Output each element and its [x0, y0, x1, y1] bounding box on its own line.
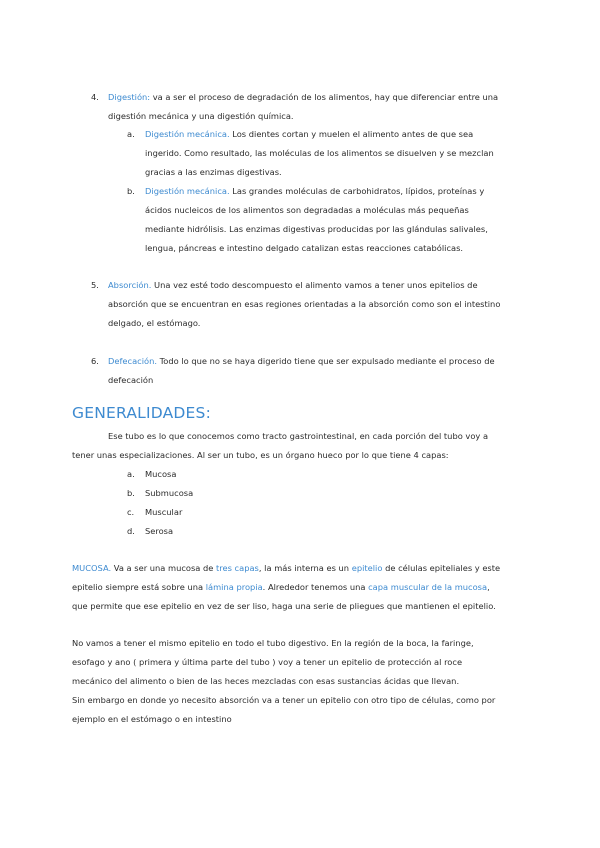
term-defecacion: Defecación. [108, 356, 158, 366]
term-digestion-mecanica: Digestión mecánica. [145, 129, 230, 139]
list-number: 4. [91, 92, 99, 102]
term-absorcion: Absorción. [108, 280, 152, 290]
sublist-letter: b. [127, 488, 135, 498]
sublist-letter: d. [127, 526, 135, 536]
paragraph-line: No vamos a tener el mismo epitelio en todo el tubo digestivo. En la región de la boca, la faringe, [72, 638, 474, 648]
paragraph-line: Sin embargo en donde yo necesito absorción va a tener un epitelio con otro tipo de células, como por [72, 695, 496, 705]
text-line: lengua, páncreas e intestino delgado catalizan estas reacciones catabólicas. [145, 243, 464, 253]
term-lamina-propia: lámina propia [205, 582, 263, 592]
mucosa-line: que permite que ese epitelio en vez de ser liso, haga una serie de pliegues que mantienen el epitelio. [72, 601, 496, 611]
mucosa-line: epitelio siempre está sobre una lámina propia. Alrededor tenemos una capa muscular de la mucosa, [72, 582, 490, 592]
sublist-item-quimica: Digestión mecánica. Las grandes moléculas de carbohidratos, lípidos, proteínas y [145, 186, 485, 196]
list-item-digestion: Digestión: va a ser el proceso de degradación de los alimentos, hay que diferenciar entre una [108, 92, 499, 102]
list-number: 5. [91, 280, 99, 290]
sublist-item-mecanica: Digestión mecánica. Los dientes cortan y muelen el alimento antes de que sea [145, 129, 474, 139]
text-line: absorción que se encuentran en esas regiones orientadas a la absorción como son el intestino [108, 299, 501, 309]
paragraph-line: mecánico del alimento o bien de las heces mezcladas con esas sustancias ácidas que llevan. [72, 676, 460, 686]
section-heading: GENERALIDADES: [72, 404, 212, 422]
term-tres-capas: tres capas [216, 563, 259, 573]
sublist-letter: a. [127, 469, 135, 479]
paragraph-line: esofago y ano ( primera y última parte del tubo ) voy a tener un epitelio de protección al roce [72, 657, 463, 667]
paragraph-line: tener unas especializaciones. Al ser un tubo, es un órgano hueco por lo que tiene 4 capas: [72, 450, 449, 460]
text-line: ingerido. Como resultado, las moléculas de los alimentos se disuelven y se mezclan [145, 148, 494, 158]
sublist-letter: a. [127, 129, 135, 139]
term-digestion: Digestión: [108, 92, 151, 102]
capa-item: Submucosa [145, 488, 194, 498]
list-item-absorcion: Absorción. Una vez esté todo descompuesto el alimento vamos a tener unos epitelios de [108, 280, 478, 290]
list-item-defecacion: Defecación. Todo lo que no se haya digerido tiene que ser expulsado mediante el proceso de [108, 356, 495, 366]
text-line: ácidos nucleicos de los alimentos son degradadas a moléculas más pequeñas [145, 205, 469, 215]
text-line: mediante hidrólisis. Las enzimas digestivas producidas por las glándulas salivales, [145, 224, 488, 234]
term-mucosa: MUCOSA. [72, 563, 112, 573]
text-line: digestión mecánica y una digestión química. [108, 111, 294, 121]
mucosa-line: MUCOSA. Va a ser una mucosa de tres capas, la más interna es un epitelio de células epiteliales y este [72, 563, 501, 573]
capa-item: Mucosa [145, 469, 177, 479]
paragraph-line: Ese tubo es lo que conocemos como tracto gastrointestinal, en cada porción del tubo voy a [108, 431, 489, 441]
capa-item: Muscular [145, 507, 183, 517]
sublist-letter: c. [127, 507, 135, 517]
text-line: delgado, el estómago. [108, 318, 201, 328]
text-line: gracias a las enzimas digestivas. [145, 167, 282, 177]
list-number: 6. [91, 356, 99, 366]
text-line: defecación [108, 375, 154, 385]
term-digestion-mecanica: Digestión mecánica. [145, 186, 230, 196]
sublist-letter: b. [127, 186, 135, 196]
term-epitelio: epitelio [351, 563, 383, 573]
capa-item: Serosa [145, 526, 174, 536]
paragraph-line: ejemplo en el estómago o en intestino [72, 714, 232, 724]
term-capa-muscular: capa muscular de la mucosa [368, 582, 488, 592]
